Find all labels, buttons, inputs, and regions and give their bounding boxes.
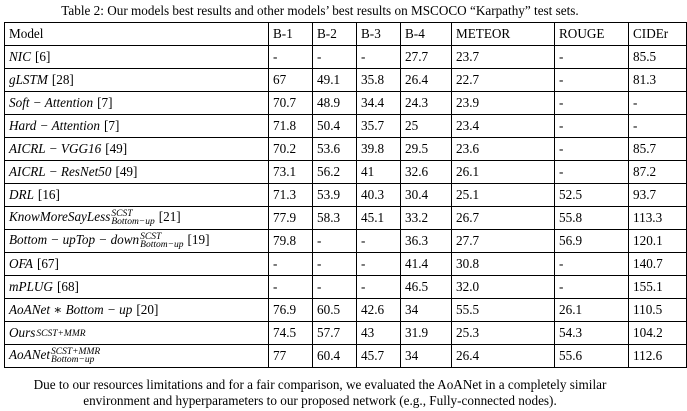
cell-cider: - [629,115,687,138]
model-superscript: SCST+MMR [36,328,86,339]
model-script [140,233,183,249]
cell-rouge: - [555,253,629,276]
model-name: KnowMoreSayLess [9,209,111,225]
model-reference: [21] [158,209,181,225]
header-b1: B-1 [269,23,313,46]
table-row [5,230,687,253]
model-name: AICRL − ResNet50 [9,164,112,179]
cell-meteor: 23.9 [452,92,555,115]
cell-b1: - [269,46,313,69]
cell-b3: 45.1 [357,207,401,230]
header-b2: B-2 [313,23,357,46]
table-row [5,138,687,161]
cell-cider: 85.7 [629,138,687,161]
cell-b3: 43 [357,322,401,345]
header-cider: CIDEr [629,23,687,46]
table-row [5,115,687,138]
model-cell [5,115,269,138]
model-subscript: Bottom−up [51,355,95,365]
cell-meteor: 30.8 [452,253,555,276]
cell-cider: 112.6 [629,345,687,368]
table-row [5,184,687,207]
header-model: Model [5,23,269,46]
cell-cider: 110.5 [629,299,687,322]
cell-b4: 24.3 [401,92,452,115]
cell-cider: 140.7 [629,253,687,276]
model-reference: [67] [36,256,59,271]
model-subscript: Bottom−up [140,240,184,250]
header-b4: B-4 [401,23,452,46]
cell-meteor: 32.0 [452,276,555,299]
cell-rouge: - [555,46,629,69]
cell-cider: 93.7 [629,184,687,207]
cell-b1: 79.8 [269,230,313,253]
cell-b2: - [313,46,357,69]
cell-cider: 113.3 [629,207,687,230]
model-reference: [19] [187,232,210,248]
model-superscript: SCST+MMR [51,347,101,357]
model-script [36,330,85,338]
cell-b4: 30.4 [401,184,452,207]
model-superscript: SCST [111,209,133,219]
model-cell [5,161,269,184]
model-cell [5,322,269,345]
model-name: Soft − Attention [9,95,94,110]
cell-b3: 41 [357,161,401,184]
cell-cider: 81.3 [629,69,687,92]
cell-b1: 74.5 [269,322,313,345]
model-cell [5,345,269,368]
cell-b2: 57.7 [313,322,357,345]
cell-rouge: 55.8 [555,207,629,230]
cell-b4: 31.9 [401,322,452,345]
cell-b4: 34 [401,345,452,368]
cell-cider: 155.1 [629,276,687,299]
model-superscript: SCST [140,232,162,242]
model-reference: [6] [34,49,51,64]
model-cell [5,253,269,276]
cell-b1: 73.1 [269,161,313,184]
model-cell [5,184,269,207]
table-row [5,345,687,368]
cell-b2: - [313,230,357,253]
cell-b1: 76.9 [269,299,313,322]
cell-meteor: 26.4 [452,345,555,368]
cell-rouge: 54.3 [555,322,629,345]
cell-b1: 70.7 [269,92,313,115]
model-script [51,348,100,364]
cell-b3: - [357,253,401,276]
cell-b2: 48.9 [313,92,357,115]
footnote-line-2: environment and hyperparameters to our proposed network (e.g., Fully-connected nodes). [83,393,557,408]
cell-meteor: 25.3 [452,322,555,345]
cell-b3: 35.7 [357,115,401,138]
cell-b4: 32.6 [401,161,452,184]
cell-cider: 85.5 [629,46,687,69]
cell-b3: 40.3 [357,184,401,207]
model-cell [5,69,269,92]
cell-b4: 46.5 [401,276,452,299]
cell-b2: 53.9 [313,184,357,207]
table-body [5,46,687,368]
cell-b2: - [313,253,357,276]
cell-b1: 77 [269,345,313,368]
model-cell [5,276,269,299]
cell-b1: - [269,253,313,276]
footnote [0,377,640,409]
cell-b3: - [357,276,401,299]
header-row [5,23,687,46]
cell-rouge: - [555,138,629,161]
cell-cider: 120.1 [629,230,687,253]
cell-b2: 50.4 [313,115,357,138]
cell-rouge: - [555,161,629,184]
cell-b4: 27.7 [401,46,452,69]
cell-rouge: 52.5 [555,184,629,207]
header-rouge: ROUGE [555,23,629,46]
model-name: Bottom − upTop − down [9,232,140,248]
cell-rouge: 55.6 [555,345,629,368]
cell-meteor: 23.7 [452,46,555,69]
cell-b3: 45.7 [357,345,401,368]
cell-rouge: - [555,92,629,115]
model-script [111,210,154,226]
table-row [5,69,687,92]
model-name: OFA [9,256,33,271]
model-name: Hard − Attention [9,118,100,133]
model-reference: [7] [97,95,113,110]
model-name: AoANet ∗ Bottom − up [9,302,133,317]
cell-b3: 35.8 [357,69,401,92]
cell-b4: 25 [401,115,452,138]
model-name: mPLUG [9,279,53,294]
cell-rouge: - [555,69,629,92]
cell-b4: 36.3 [401,230,452,253]
cell-rouge: 26.1 [555,299,629,322]
table-row [5,322,687,345]
cell-b2: 53.6 [313,138,357,161]
cell-b3: - [357,46,401,69]
cell-b1: 77.9 [269,207,313,230]
cell-meteor: 23.6 [452,138,555,161]
model-name: AoANet [9,347,51,363]
cell-meteor: 23.4 [452,115,555,138]
model-name: DRL [9,187,34,202]
model-reference: [28] [51,72,74,87]
header-b3: B-3 [357,23,401,46]
model-cell [5,207,269,230]
results-table [4,22,687,368]
cell-b2: 60.4 [313,345,357,368]
cell-b2: 56.2 [313,161,357,184]
cell-b2: 60.5 [313,299,357,322]
cell-meteor: 22.7 [452,69,555,92]
cell-b3: 42.6 [357,299,401,322]
cell-b2: - [313,276,357,299]
cell-b3: 39.8 [357,138,401,161]
cell-meteor: 26.7 [452,207,555,230]
cell-rouge: - [555,276,629,299]
model-cell [5,46,269,69]
cell-b2: 58.3 [313,207,357,230]
cell-b4: 41.4 [401,253,452,276]
cell-b4: 34 [401,299,452,322]
cell-b4: 29.5 [401,138,452,161]
model-reference: [49] [115,164,138,179]
model-cell [5,299,269,322]
cell-meteor: 26.1 [452,161,555,184]
cell-cider: 87.2 [629,161,687,184]
cell-b3: - [357,230,401,253]
header-meteor: METEOR [452,23,555,46]
cell-b1: 71.3 [269,184,313,207]
model-name: NIC [9,49,31,64]
model-name: Ours [9,325,36,340]
cell-rouge: - [555,115,629,138]
table-row [5,92,687,115]
cell-b2: 49.1 [313,69,357,92]
cell-cider: - [629,92,687,115]
cell-rouge: 56.9 [555,230,629,253]
model-reference: [16] [37,187,60,202]
model-cell [5,92,269,115]
table-caption: Table 2: Our models best results and other models’ best results on MSCOCO “Karpathy” test sets. [61,3,579,18]
model-cell [5,138,269,161]
cell-b4: 26.4 [401,69,452,92]
model-name: AICRL − VGG16 [9,141,102,156]
table-row [5,161,687,184]
model-cell [5,230,269,253]
cell-b1: 70.2 [269,138,313,161]
cell-meteor: 25.1 [452,184,555,207]
model-name: gLSTM [9,72,48,87]
table-row [5,276,687,299]
footnote-line-1: Due to our resources limitations and for a fair comparison, we evaluated the AoANet in a completely similar [33,377,607,392]
cell-cider: 104.2 [629,322,687,345]
cell-b1: 71.8 [269,115,313,138]
cell-meteor: 55.5 [452,299,555,322]
cell-b3: 34.4 [357,92,401,115]
model-reference: [68] [56,279,79,294]
table-row [5,253,687,276]
model-subscript: Bottom−up [111,217,155,227]
model-reference: [20] [136,302,159,317]
table-row [5,299,687,322]
cell-b1: - [269,276,313,299]
model-reference: [7] [103,118,120,133]
cell-meteor: 27.7 [452,230,555,253]
cell-b4: 33.2 [401,207,452,230]
table-row [5,207,687,230]
cell-b1: 67 [269,69,313,92]
table-row [5,46,687,69]
model-reference: [49] [105,141,128,156]
